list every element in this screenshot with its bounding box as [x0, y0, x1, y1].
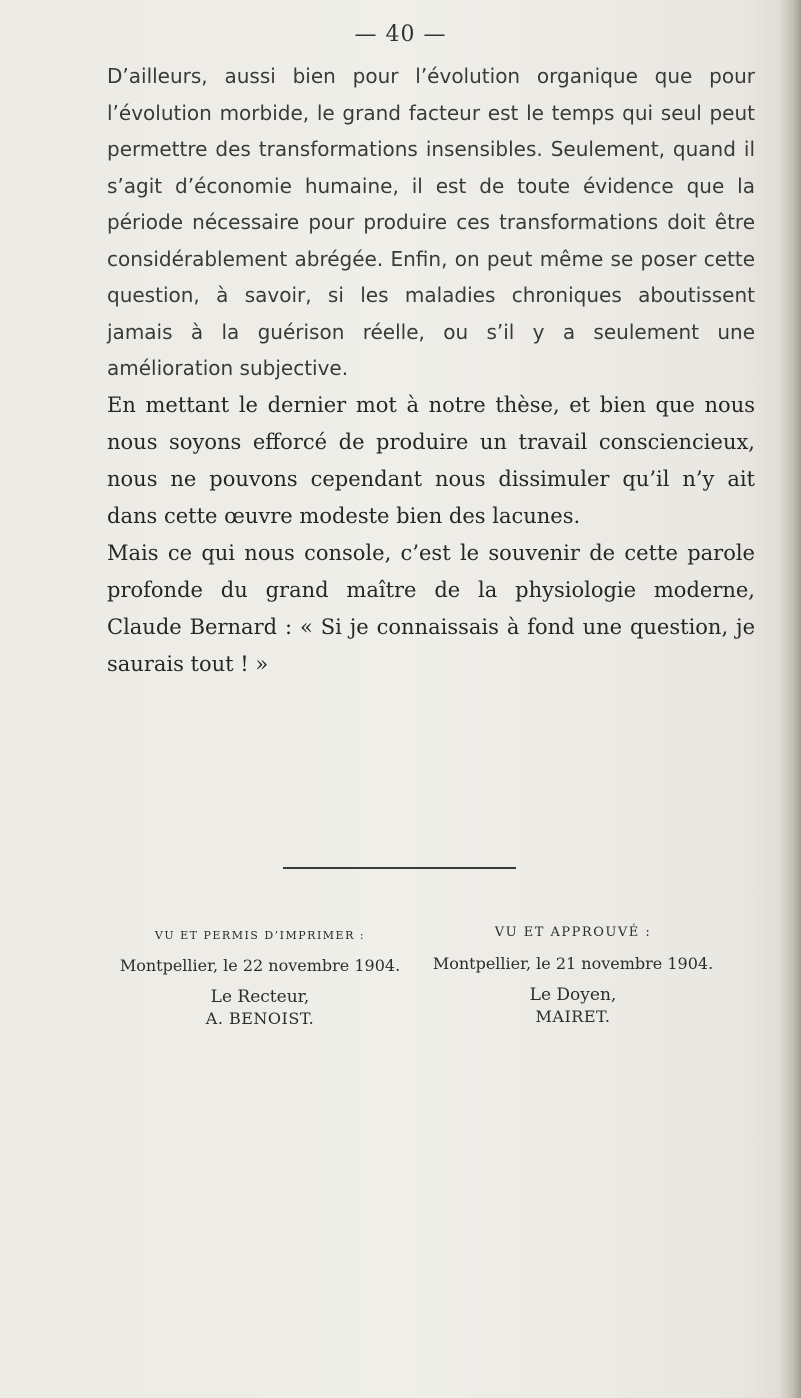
approval-place-date: Montpellier, le 21 novembre 1904. — [432, 954, 714, 973]
approval-place-date: Montpellier, le 22 novembre 1904. — [119, 956, 401, 975]
paragraph-2: En mettant le dernier mot à notre thèse, et bien que nous nous soyons efforcé de produire un travail consciencieux, nous ne pouvons cependant nous dissimuler qu’il n’y ait dans cette œuvre modeste bien des lacunes. — [107, 392, 755, 528]
separator-rule — [283, 867, 516, 869]
page-number: — 40 — — [354, 22, 447, 47]
approval-name: MAIRET. — [535, 1007, 611, 1026]
paragraph-group — [107, 387, 755, 683]
approval-name: A. BENOIST. — [205, 1009, 315, 1028]
binding-shadow — [779, 0, 801, 1398]
approval-dean — [408, 925, 738, 1026]
approval-role: Le Doyen, — [529, 985, 617, 1005]
approval-heading: VU ET APPROUVÉ : — [494, 925, 652, 940]
paragraph-3: Mais ce qui nous console, c’est le souvenir de cette parole profonde du grand maître de la physiologie moderne, Claude Bernard : « Si je connaissais à fond une question, je saurais tout ! » — [107, 540, 755, 676]
approval-printing-permit — [110, 925, 410, 1028]
paragraph-1: D’ailleurs, aussi bien pour l’évolution organique que pour l’évolution morbide, le grand facteur est le temps qui seul peut permettre des transformations insensibles. Seulement, quand il s’agit d’économie humaine, il est de toute évidence que la période nécessaire pour produire ces transformations doit être considérablement abrégée. Enfin, on peut même se poser cette question, à savoir, si les maladies chroniques aboutissent jamais à la guérison réelle, ou s’il y a seulement une amélioration subjective. — [107, 64, 755, 380]
body-text — [107, 58, 755, 683]
approval-heading: VU ET PERMIS D’IMPRIMER : — [154, 929, 366, 942]
approval-role: Le Recteur, — [210, 987, 310, 1007]
